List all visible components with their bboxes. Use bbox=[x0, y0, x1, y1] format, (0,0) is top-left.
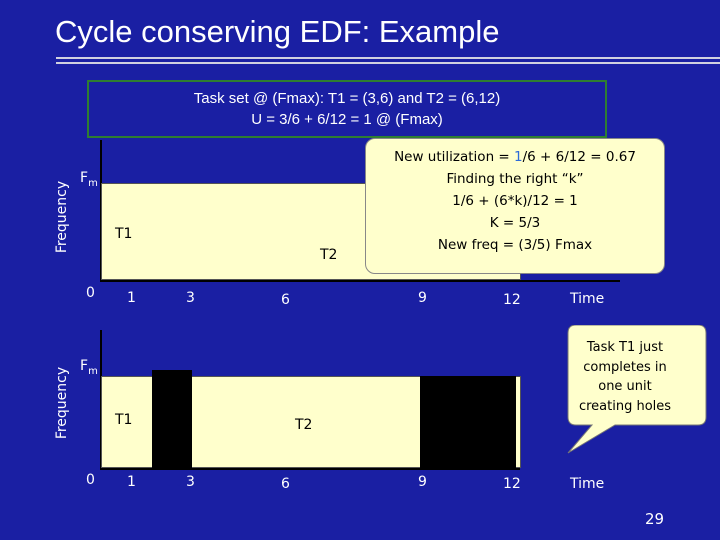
callout-line-1: New utilization = 1/6 + 6/12 = 0.67 bbox=[394, 149, 636, 165]
bottom-tick-12: 12 bbox=[503, 476, 521, 492]
top-x-axis bbox=[100, 280, 620, 282]
title-rule-top bbox=[56, 57, 720, 59]
top-tick-3: 3 bbox=[186, 290, 195, 306]
slide-title: Cycle conserving EDF: Example bbox=[55, 14, 500, 49]
title-rule-bottom bbox=[56, 62, 720, 64]
idle-hole-2 bbox=[420, 376, 516, 468]
callout-line-4: K = 5/3 bbox=[489, 215, 541, 231]
task-set-box bbox=[87, 80, 607, 138]
bottom-tick-1: 1 bbox=[127, 474, 136, 490]
bottom-t1-label: T1 bbox=[115, 412, 133, 428]
bottom-tick-3: 3 bbox=[186, 474, 195, 490]
top-tick-9: 9 bbox=[418, 290, 427, 306]
top-tick-6: 6 bbox=[281, 292, 290, 308]
callout-line-5: New freq = (3/5) Fmax bbox=[437, 237, 593, 253]
top-y-axis-label: Frequency bbox=[54, 180, 70, 254]
task-set-line: Task set @ (Fmax): T1 = (3,6) and T2 = (6,12) bbox=[193, 90, 501, 107]
bottom-y-axis-label: Frequency bbox=[54, 366, 70, 440]
bottom-tick-0: 0 bbox=[86, 472, 95, 488]
idle-hole-1 bbox=[152, 370, 192, 468]
top-tick-12: 12 bbox=[503, 292, 521, 308]
top-tick-0: 0 bbox=[86, 285, 95, 301]
top-fm-label: $F_m$ bbox=[80, 170, 98, 189]
page-number: 29 bbox=[645, 510, 665, 528]
bottom-t2-label: T2 bbox=[295, 417, 313, 433]
bottom-time-label: Time bbox=[570, 476, 605, 492]
bottom-tick-6: 6 bbox=[281, 476, 290, 492]
top-tick-1: 1 bbox=[127, 290, 136, 306]
callout-line-3: 1/6 + (6*k)/12 = 1 bbox=[452, 193, 578, 209]
speech-bubble-text: Task T1 just completes in one unit creating holes bbox=[578, 340, 672, 414]
utilization-line: U = 3/6 + 6/12 = 1 @ (Fmax) bbox=[251, 111, 443, 128]
bottom-fm-label: $F_m$ bbox=[80, 358, 98, 377]
bottom-tick-9: 9 bbox=[418, 474, 427, 490]
top-t1-label: T1 bbox=[115, 226, 133, 242]
callout-line-2: Finding the right “k” bbox=[446, 171, 584, 187]
top-time-label: Time bbox=[570, 291, 605, 307]
top-t2-label: T2 bbox=[320, 247, 338, 263]
new-utilization-callout bbox=[365, 138, 665, 274]
bottom-x-axis bbox=[100, 468, 520, 470]
